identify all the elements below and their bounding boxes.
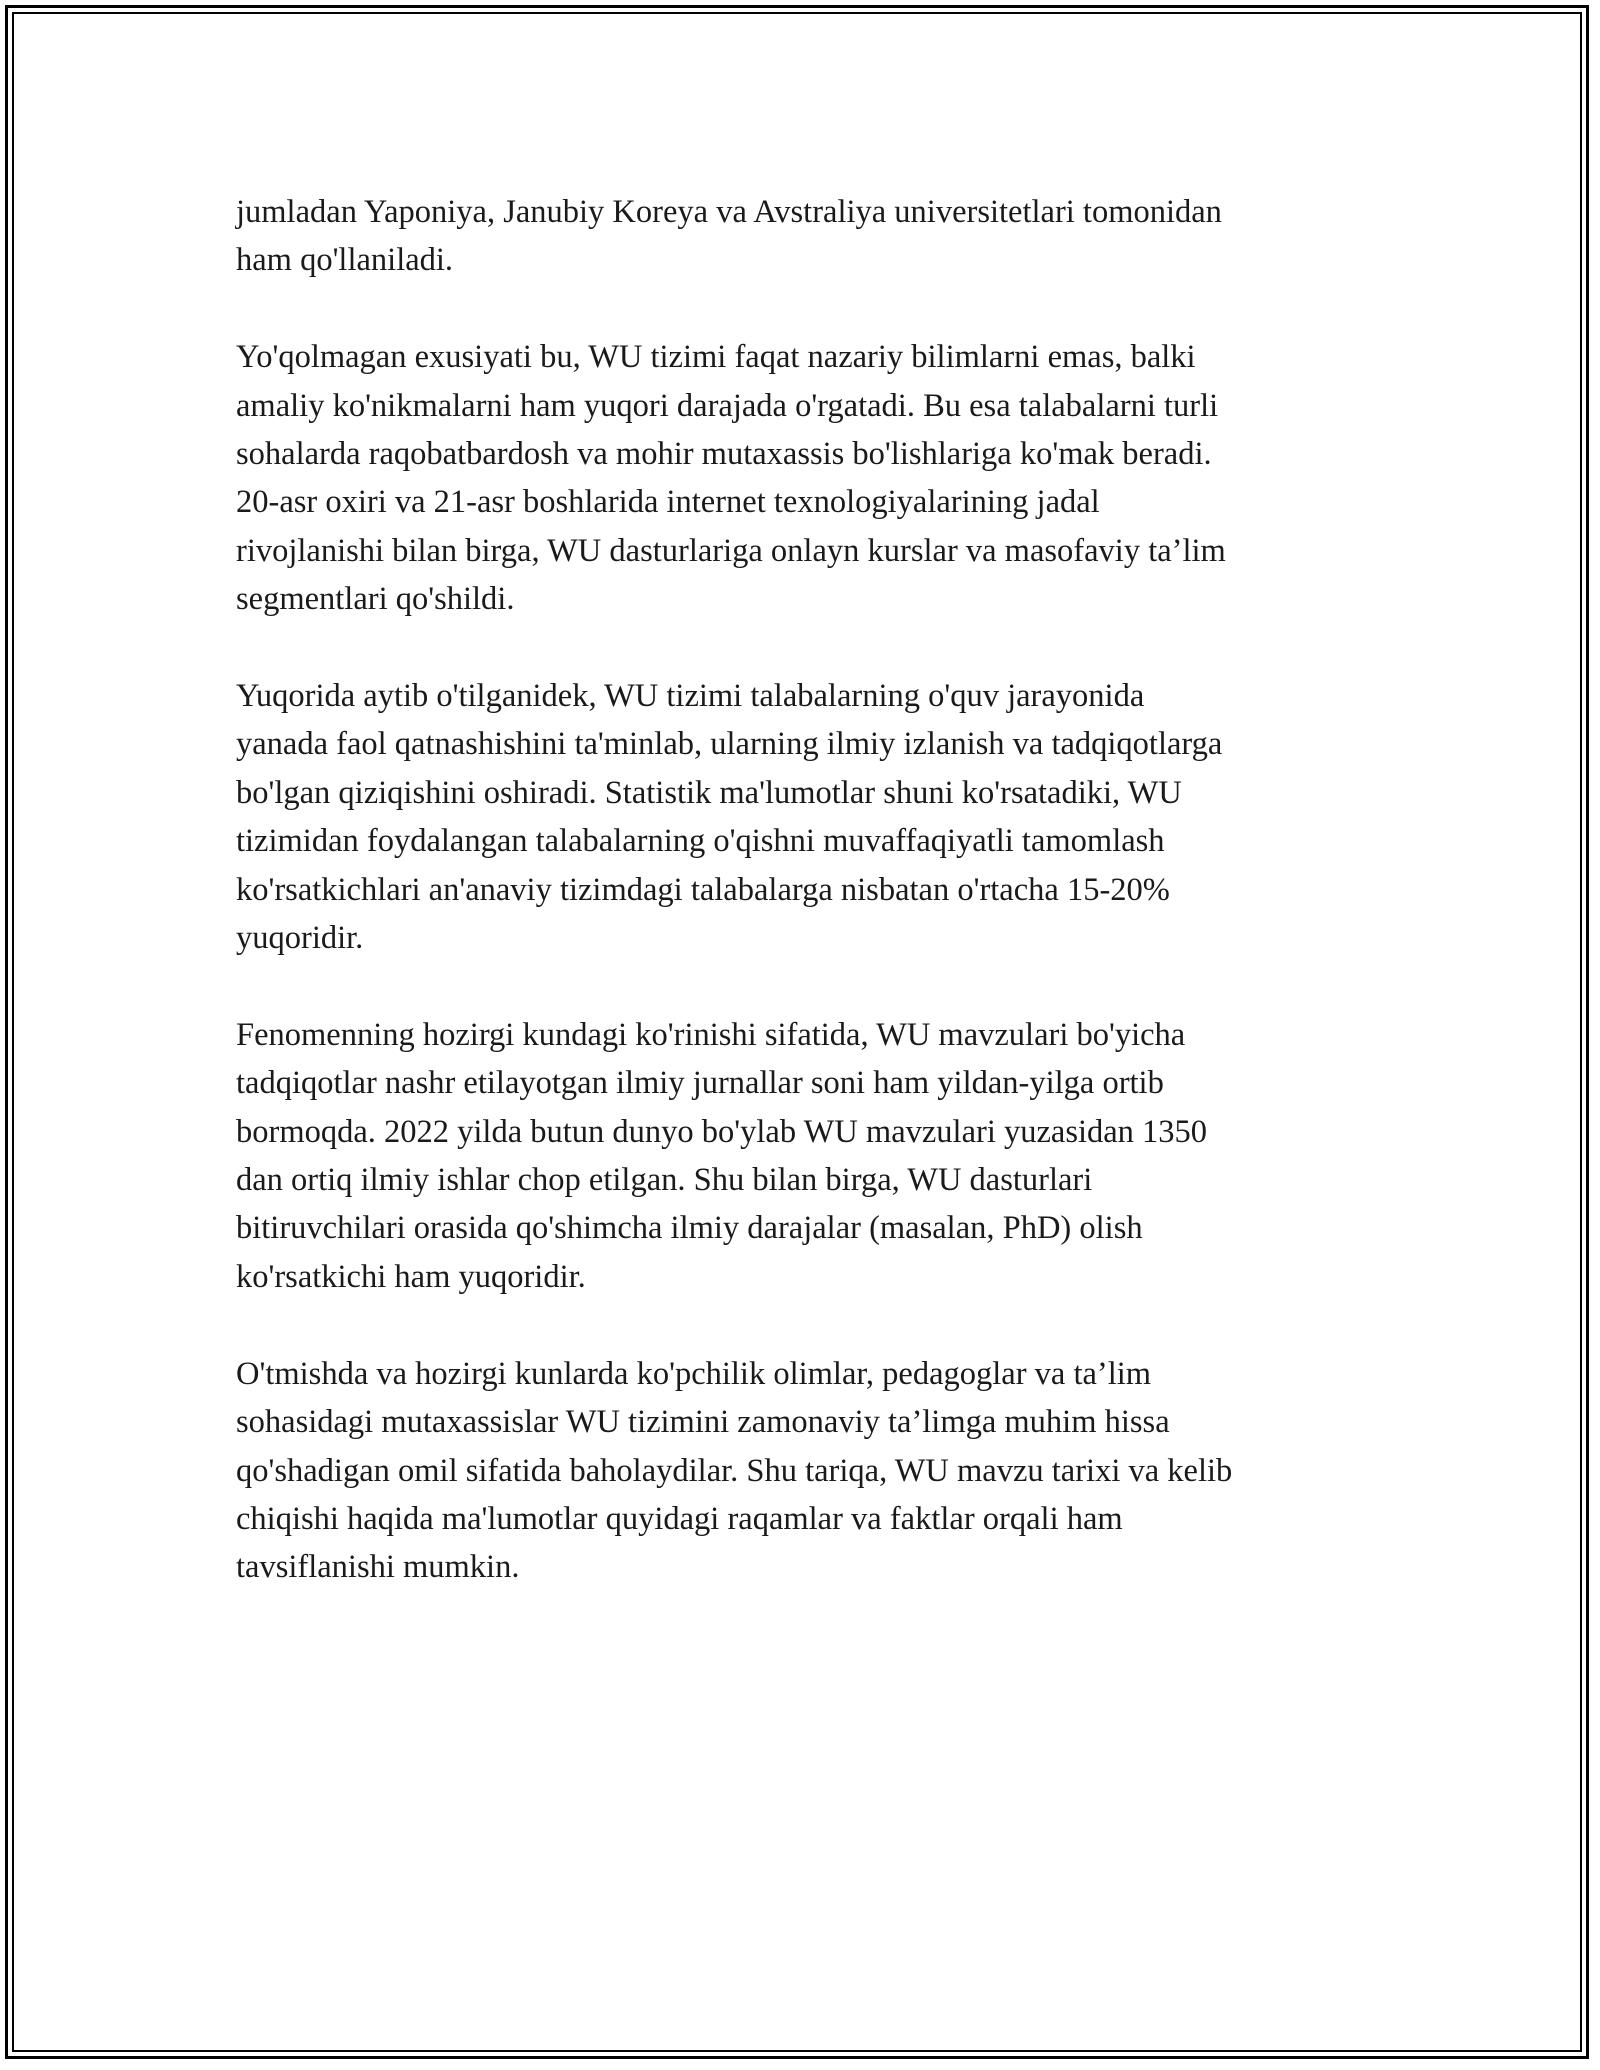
paragraph: jumladan Yaponiya, Janubiy Koreya va Avstraliya universitetlari tomonidan ham qo'llaniladi. — [236, 194, 1222, 279]
paragraph: O'tmishda va hozirgi kunlarda ko'pchilik olimlar, pedagoglar va ta’lim sohasidagi mutaxassislar WU tizimini zamonaviy ta’limga muhim hissa qo'shadigan omil sifatida baholaydilar. Shu tariqa, WU mavzu tarixi va kelib chiqishi haqida ma'lumotlar quyidagi raqamlar va faktlar orqali ham tavsiflanishi mumkin. — [236, 1355, 1233, 1586]
paragraph: Yuqorida aytib o'tilganidek, WU tizimi talabalarning o'quv jarayonida yanada faol qatnashishini ta'minlab, ularning ilmiy izlanish va tadqiqotlarga bo'lgan qiziqishini oshiradi. Statistik ma'lumotlar shuni ko'rsatadiki, WU tizimidan foydalangan talabalarning o'qishni muvaffaqiyatli tamomlash ko'rsatkichlari an'anaviy tizimdagi talabalarga nisbatan o'rtacha 15-20% yuqoridir. — [236, 678, 1223, 957]
paragraph: Yo'qolmagan exusiyati bu, WU tizimi faqat nazariy bilimlarni emas, balki amaliy ko'nikmalarni ham yuqori darajada o'rgatadi. Bu esa talabalarni turli sohalarda raqobatbardosh va mohir mutaxassis bo'lishlariga ko'mak beradi. 20-asr oxiri va 21-asr boshlarida internet texnologiyalarining jadal rivojlanishi bilan birga, WU dasturlariga onlayn kurslar va masofaviy ta’lim segmentlari qo'shildi. — [236, 339, 1226, 618]
document-body — [236, 188, 1376, 1592]
paragraph: Fenomenning hozirgi kundagi ko'rinishi sifatida, WU mavzulari bo'yicha tadqiqotlar nashr etilayotgan ilmiy jurnallar soni ham yildan-yilga ortib bormoqda. 2022 yilda butun dunyo bo'ylab WU mavzulari yuzasidan 1350 dan ortiq ilmiy ishlar chop etilgan. Shu bilan birga, WU dasturlari bitiruvchilari orasida qo'shimcha ilmiy darajalar (masalan, PhD) olish ko'rsatkichi ham yuqoridir. — [236, 1016, 1208, 1295]
